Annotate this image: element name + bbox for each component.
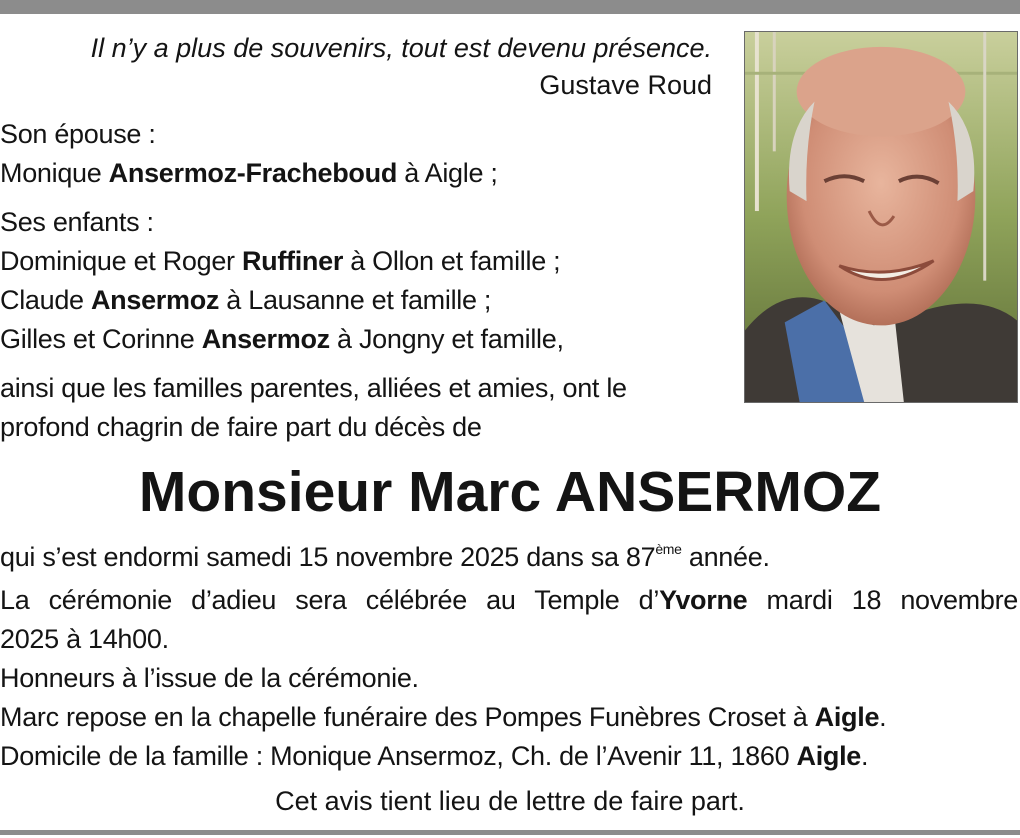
epigraph-author: Gustave Roud [539,70,712,100]
child-line [0,320,564,359]
top-rule [0,0,1020,14]
children-section [0,203,564,359]
portrait-photo [744,31,1018,403]
death-line [0,538,1018,581]
child-surname: Ansermoz [90,285,220,315]
families-line-2: profond chagrin de faire part du décès de [0,412,482,442]
child-line [0,242,564,281]
ordinal-suffix: ème [655,541,682,557]
domicile-place: Aigle [796,741,862,771]
child-rest: à Ollon et famille ; [343,246,561,276]
ceremony-line-2: 2025 à 14h00. [0,624,169,654]
spouse-rest: à Aigle ; [397,158,498,188]
repose-text: Marc repose en la chapelle funéraire des Pompes Funèbres Croset à [0,702,815,732]
spouse-first: Monique [0,158,109,188]
child-first: Gilles et Corinne [0,324,202,354]
epigraph [91,30,712,104]
ceremony-place: Yvorne [659,585,748,615]
child-line [0,281,564,320]
death-text: qui s’est endormi samedi 15 novembre 2025 dans sa 87 [0,542,656,572]
child-surname: Ansermoz [201,324,330,354]
footer-note: Cet avis tient lieu de lettre de faire part. [275,786,745,816]
domicile-line [0,737,1018,776]
families-section [0,369,627,447]
portrait-image [745,32,1017,402]
child-first: Claude [0,285,91,315]
spouse-heading: Son épouse : [0,119,156,149]
epigraph-text: Il n’y a plus de souvenirs, tout est devenu présence. [90,33,712,63]
child-first: Dominique et Roger [0,246,242,276]
child-rest: à Jongny et famille, [329,324,564,354]
details-section [0,538,1018,776]
ceremony-line-1 [0,581,1018,620]
spouse-section [0,115,498,193]
repose-end: . [879,702,887,732]
spouse-surname: Ansermoz-Fracheboud [108,158,398,188]
children-heading: Ses enfants : [0,207,154,237]
ceremony-text: La cérémonie d’adieu sera célébrée au Temple d’ [0,585,660,615]
ceremony-date: mardi 18 novembre [747,585,1018,615]
spouse-line [0,154,498,193]
bottom-rule [0,830,1020,835]
honneurs-line: Honneurs à l’issue de la cérémonie. [0,663,419,693]
deceased-name: Monsieur Marc ANSERMOZ [138,460,882,524]
repose-line [0,698,1018,737]
child-surname: Ruffiner [241,246,344,276]
domicile-end: . [861,741,869,771]
death-text-end: année. [681,542,770,572]
child-rest: à Lausanne et famille ; [219,285,492,315]
repose-place: Aigle [814,702,880,732]
domicile-text: Domicile de la famille : Monique Ansermoz, Ch. de l’Avenir 11, 1860 [0,741,797,771]
families-line-1: ainsi que les familles parentes, alliées et amies, ont le [0,373,627,403]
